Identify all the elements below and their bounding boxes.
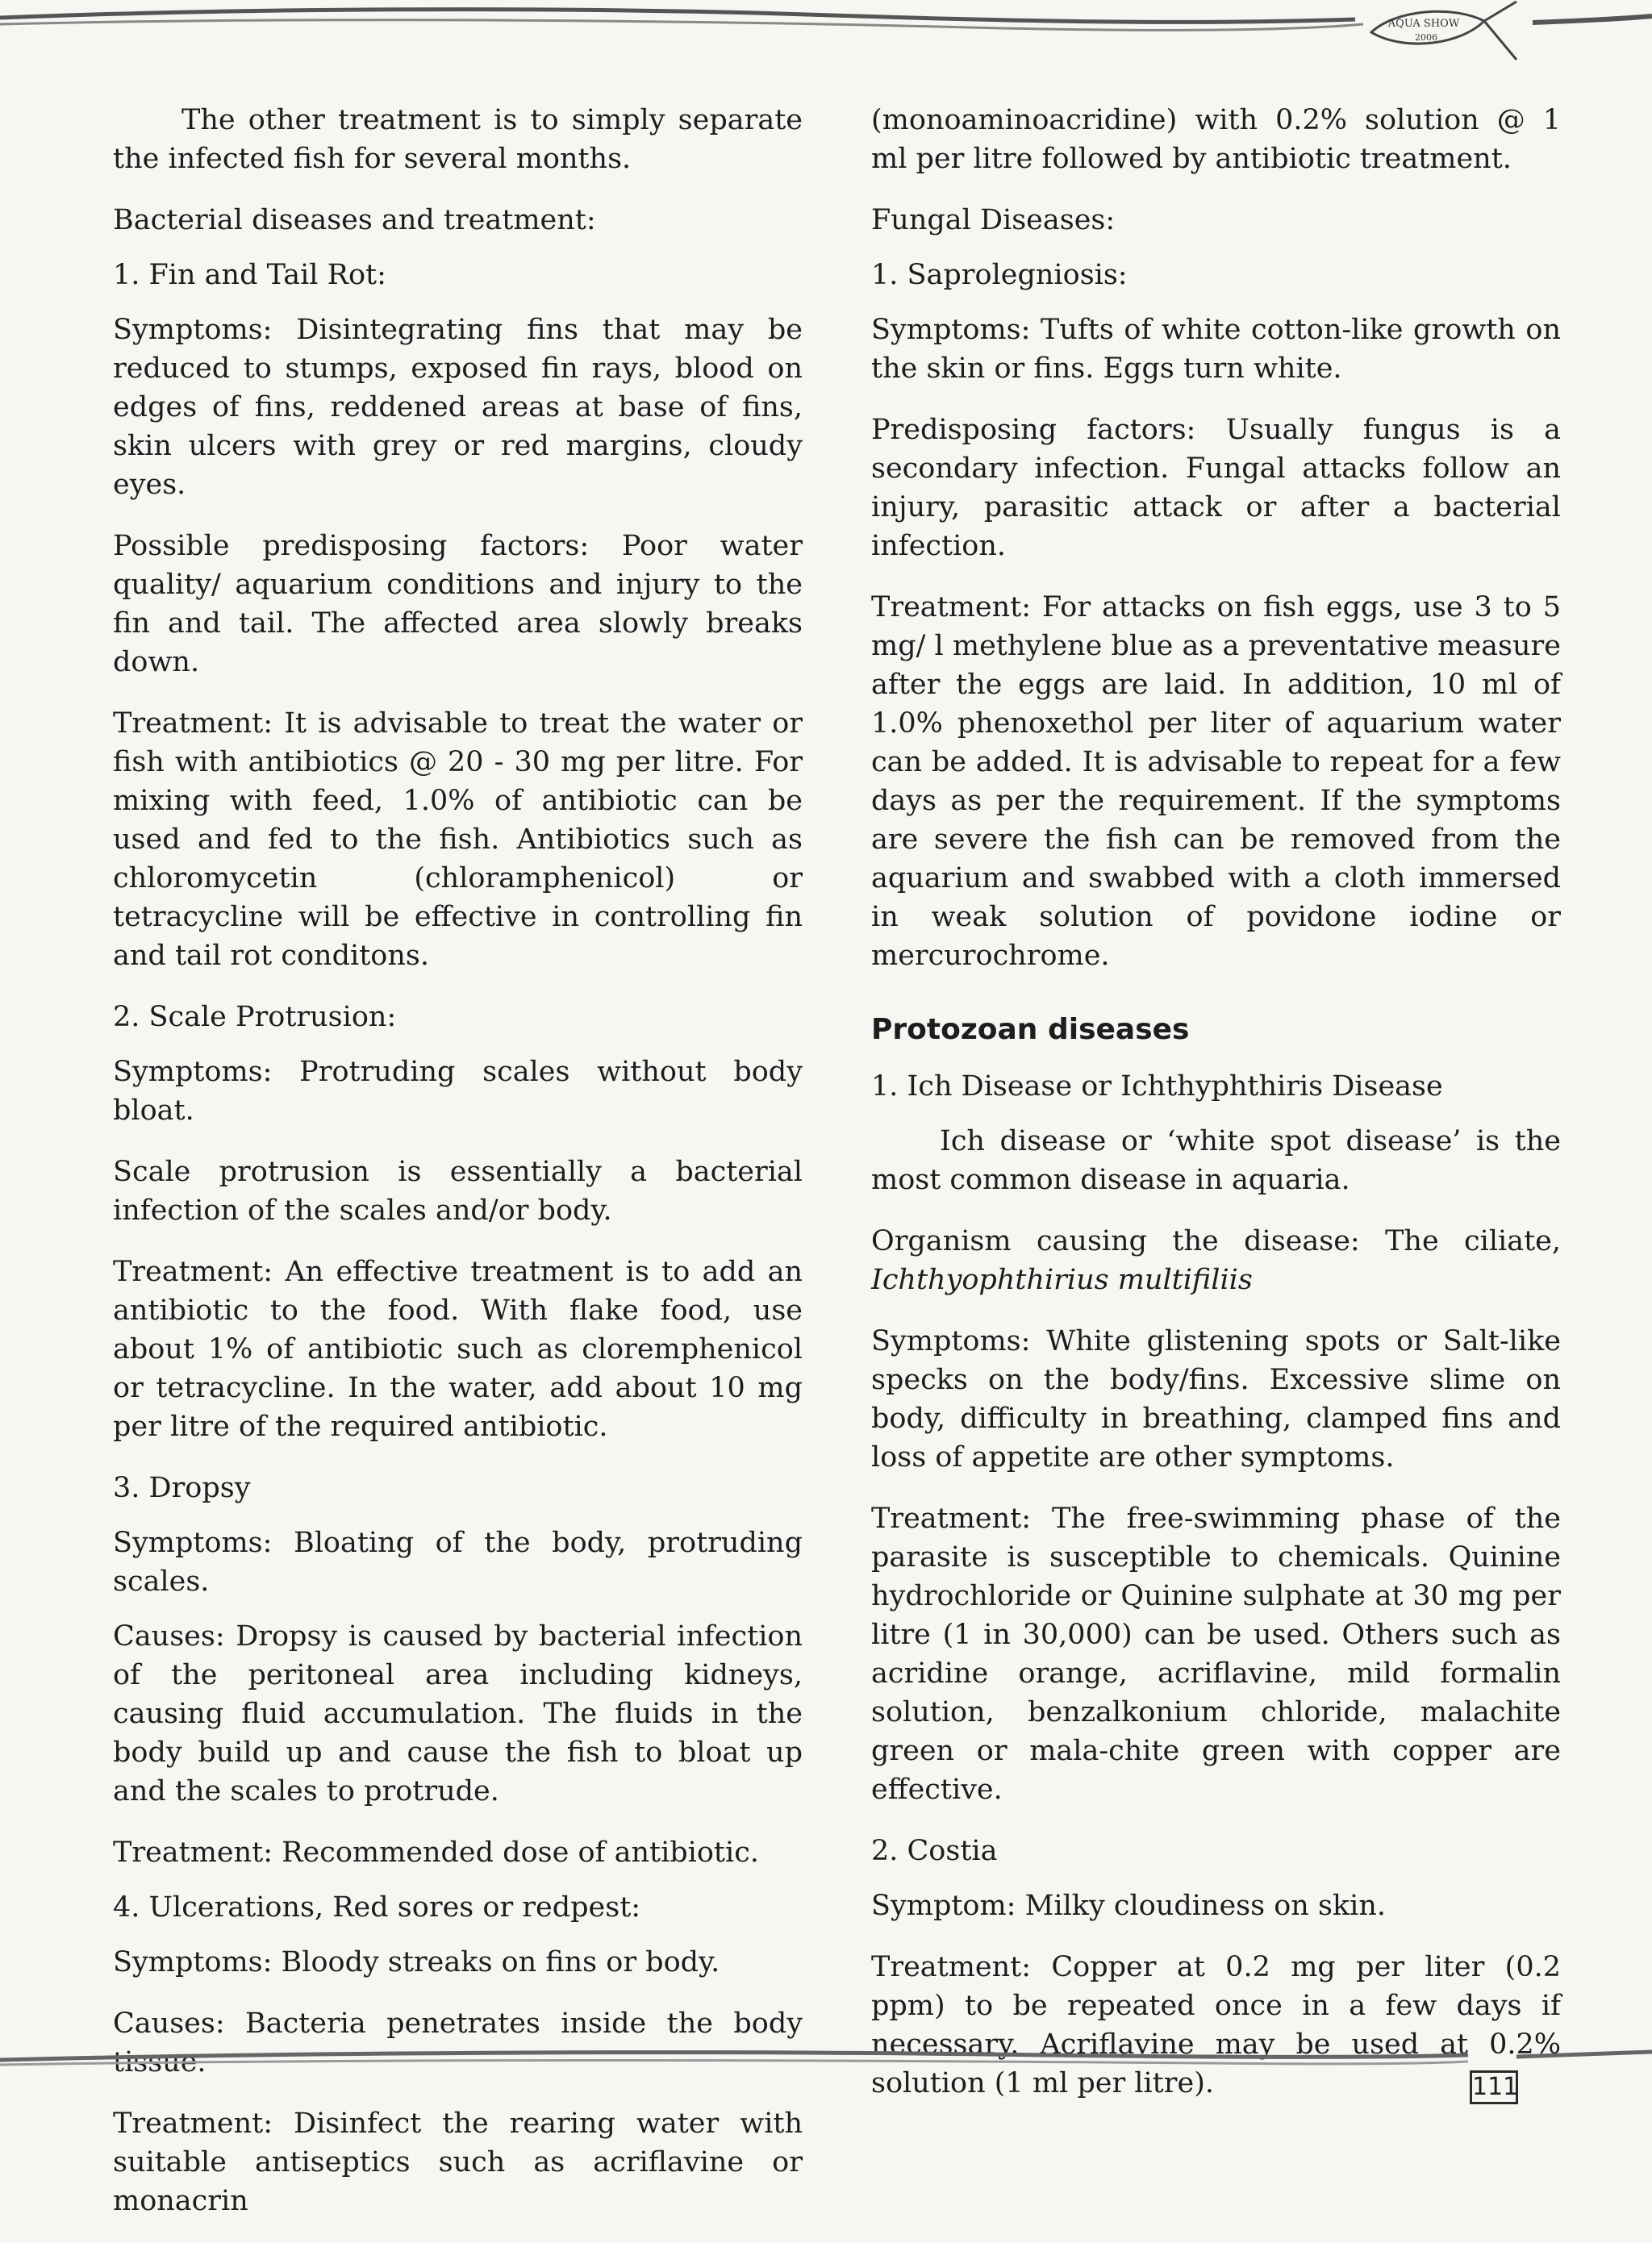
ich-organism-name: Ichthyophthirius multifiliis: [871, 1264, 1253, 1296]
logo-text: AQUA SHOW: [1387, 18, 1460, 30]
header-rule: [0, 0, 1652, 73]
scale-protrusion-title: 2. Scale Protrusion:: [113, 1001, 397, 1033]
ulcerations-treatment: Treatment: Disinfect the rearing water with suitable antiseptics such as acriflavine or monacrin: [113, 2108, 803, 2217]
ulcerations-symptoms: Symptoms: Bloody streaks on fins or body.: [113, 1946, 720, 1978]
costia-symptom: Symptom: Milky cloudiness on skin.: [871, 1890, 1386, 1922]
left-column: [113, 101, 803, 2243]
costia-title: 2. Costia: [871, 1835, 998, 1867]
ulcerations-title: 4. Ulcerations, Red sores or redpest:: [113, 1891, 641, 1924]
saprolegniosis-title: 1. Saprolegniosis:: [871, 259, 1128, 291]
dropsy-treatment: Treatment: Recommended dose of antibiotic.: [113, 1837, 759, 1869]
fin-tail-rot-treatment: Treatment: It is advisable to treat the water or fish with antibiotics @ 20 - 30 mg per litre. For mixing with feed, 1.0% of antibiotic can be used and fed to the fish. Antibiotics such as chloromycetin (chloramphenicol) or tetracycline will be effective in controlling fin and tail rot conditons.: [113, 707, 803, 972]
logo-year: 2006: [1415, 32, 1437, 43]
scale-protrusion-treatment: Treatment: An effective treatment is to add an antibiotic to the food. With flake food, use about 1% of antibiotic such as cloremphenicol or tetracycline. In the water, add about 10 mg per litre of the required antibiotic.: [113, 1256, 803, 1443]
dropsy-symptoms: Symptoms: Bloating of the body, protruding scales.: [113, 1527, 803, 1598]
dropsy-title: 3. Dropsy: [113, 1472, 251, 1504]
fin-tail-rot-factors: Possible predisposing factors: Poor water quality/ aquarium conditions and injury to the fin and tail. The affected area slowly breaks down.: [113, 530, 803, 678]
costia-treatment: Treatment: Copper at 0.2 mg per liter (0.2 ppm) to be repeated once in a few days if necessary. Acriflavine may be used at 0.2% solution (1 ml per litre).: [871, 1951, 1561, 2099]
ulcerations-treatment-continued: (monoaminoacridine) with 0.2% solution @ 1 ml per litre followed by antibiotic treatment.: [871, 104, 1561, 175]
fin-tail-rot-title: 1. Fin and Tail Rot:: [113, 259, 386, 291]
ulcerations-causes: Causes: Bacteria penetrates inside the body tissue.: [113, 2007, 803, 2078]
scale-protrusion-description: Scale protrusion is essentially a bacterial infection of the scales and/or body.: [113, 1156, 803, 1227]
saprolegniosis-factors: Predisposing factors: Usually fungus is a secondary infection. Fungal attacks follow an injury, parasitic attack or after a bacterial infection.: [871, 414, 1561, 562]
dropsy-causes: Causes: Dropsy is caused by bacterial infection of the peritoneal area including kidneys, causing fluid accumulation. The fluids in the body build up and cause the fish to bloat up and the scales to protrude.: [113, 1620, 803, 1807]
ich-symptoms: Symptoms: White glistening spots or Salt-like specks on the body/fins. Excessive slime on body, difficulty in breathing, clamped fins and loss of appetite are other symptoms.: [871, 1325, 1561, 1474]
ich-organism-label: Organism causing the disease: The ciliate,: [871, 1225, 1561, 1257]
ich-intro: Ich disease or ‘white spot disease’ is the most common disease in aquaria.: [871, 1125, 1561, 1196]
ich-organism: [871, 1222, 1561, 1299]
right-column: [871, 101, 1561, 2125]
footer-rule: [0, 2032, 1652, 2081]
scale-protrusion-symptoms: Symptoms: Protruding scales without body bloat.: [113, 1056, 803, 1127]
saprolegniosis-treatment: Treatment: For attacks on fish eggs, use 3 to 5 mg/ l methylene blue as a preventative measure after the eggs are laid. In addition, 10 ml of 1.0% phenoxethol per liter of aquarium water can be added. It is advisable to repeat for a few days as per the requirement. If the symptoms are severe the fish can be removed from the aquarium and swabbed with a cloth immersed in weak solution of povidone iodine or mercurochrome.: [871, 591, 1561, 972]
saprolegniosis-symptoms: Symptoms: Tufts of white cotton-like growth on the skin or fins. Eggs turn white.: [871, 314, 1561, 385]
ich-title: 1. Ich Disease or Ichthyphthiris Disease: [871, 1070, 1443, 1103]
bacterial-heading: Bacterial diseases and treatment:: [113, 204, 596, 236]
aqua-show-logo: [1371, 2, 1516, 60]
fungal-heading: Fungal Diseases:: [871, 204, 1116, 236]
ich-treatment: Treatment: The free-swimming phase of the parasite is susceptible to chemicals. Quinine hydrochloride or Quinine sulphate at 30 mg per litre (1 in 30,000) can be used. Others such as acridine orange, acriflavine, mild formalin solution, benzalkonium chloride, malachite green or mala-chite green with copper are effective.: [871, 1503, 1561, 1806]
page-number: 111: [1470, 2070, 1518, 2104]
protozoan-heading: Protozoan diseases: [871, 1013, 1190, 1046]
intro-paragraph: The other treatment is to simply separate the infected fish for several months.: [113, 104, 803, 175]
fin-tail-rot-symptoms: Symptoms: Disintegrating fins that may be reduced to stumps, exposed fin rays, blood on edges of fins, reddened areas at base of fins, skin ulcers with grey or red margins, cloudy eyes.: [113, 314, 803, 501]
